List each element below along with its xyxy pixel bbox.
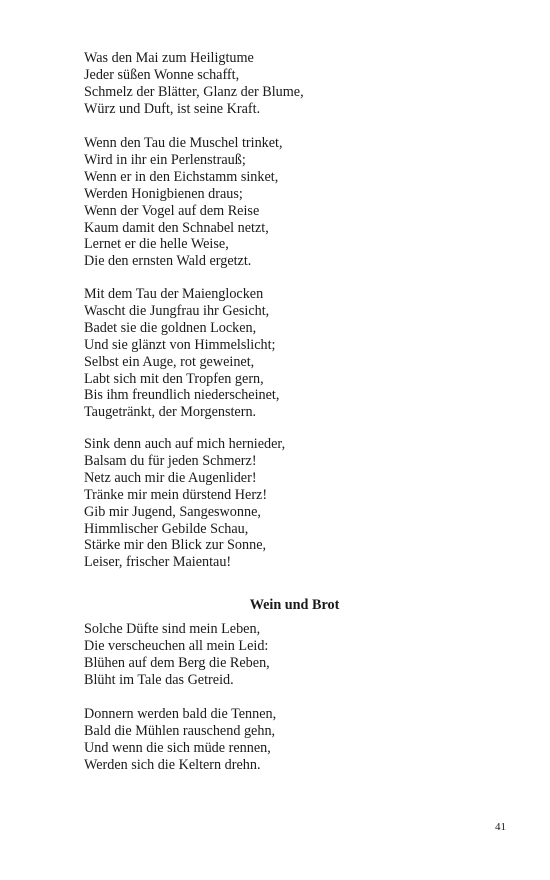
- verse-line: Mit dem Tau der Maienglocken: [84, 286, 264, 302]
- verse-line: Werden Honigbienen draus;: [84, 185, 243, 202]
- verse-line: Labt sich mit den Tropfen gern,: [84, 370, 264, 387]
- verse-line: Und sie glänzt von Himmelslicht;: [84, 336, 276, 353]
- verse-line: Werden sich die Keltern drehn.: [84, 756, 261, 773]
- verse-line: Netz auch mir die Augenlider!: [84, 469, 257, 486]
- verse-line: Wenn der Vogel auf dem Reise: [84, 202, 260, 219]
- verse-line: Die verscheuchen all mein Leid:: [84, 637, 269, 654]
- verse-line: Blühen auf dem Berg die Reben,: [84, 654, 270, 671]
- page-number: 41: [495, 821, 506, 833]
- verse-line: Würz und Duft, ist seine Kraft.: [84, 100, 261, 117]
- verse-line: Bald die Mühlen rauschend gehn,: [84, 722, 276, 739]
- verse-line: Blüht im Tale das Getreid.: [84, 671, 234, 688]
- verse-line: Solche Düfte sind mein Leben,: [84, 621, 261, 637]
- verse-line: Wenn den Tau die Muschel trinket,: [84, 135, 283, 151]
- verse-line: Leiser, frischer Maientau!: [84, 554, 232, 571]
- verse-line: Sink denn auch auf mich hernieder,: [84, 436, 286, 452]
- verse-line: Taugetränkt, der Morgenstern.: [84, 404, 257, 421]
- verse-line: Kaum damit den Schnabel netzt,: [84, 219, 269, 236]
- poem-title: Wein und Brot: [249, 597, 340, 613]
- verse-line: Und wenn die sich müde rennen,: [84, 739, 271, 756]
- stanza: [84, 436, 484, 571]
- verse-line: Bis ihm freundlich niederscheinet,: [84, 387, 280, 404]
- verse-line: Jeder süßen Wonne schafft,: [84, 66, 240, 83]
- verse-line: Tränke mir mein dürstend Herz!: [84, 486, 268, 503]
- verse-line: Wascht die Jungfrau ihr Gesicht,: [84, 302, 270, 319]
- verse-line: Die den ernsten Wald ergetzt.: [84, 253, 252, 270]
- stanza: [84, 286, 484, 421]
- stanza: [84, 135, 484, 270]
- verse-line: Selbst ein Auge, rot geweinet,: [84, 353, 255, 370]
- verse-line: Himmlischer Gebilde Schau,: [84, 520, 249, 537]
- verse-line: Was den Mai zum Heiligtume: [84, 50, 254, 66]
- verse-line: Stärke mir den Blick zur Sonne,: [84, 537, 267, 554]
- verse-line: Gib mir Jugend, Sangeswonne,: [84, 503, 261, 520]
- verse-line: Wenn er in den Eichstamm sinket,: [84, 168, 279, 185]
- verse-line: Wird in ihr ein Perlenstrauß;: [84, 151, 246, 168]
- verse-line: Donnern werden bald die Tennen,: [84, 706, 277, 722]
- stanza: [84, 706, 484, 774]
- verse-line: Lernet er die helle Weise,: [84, 236, 229, 253]
- stanza: [84, 50, 484, 118]
- verse-line: Badet sie die goldnen Locken,: [84, 319, 257, 336]
- verse-line: Balsam du für jeden Schmerz!: [84, 452, 257, 469]
- stanza: [84, 621, 484, 689]
- verse-line: Schmelz der Blätter, Glanz der Blume,: [84, 83, 304, 100]
